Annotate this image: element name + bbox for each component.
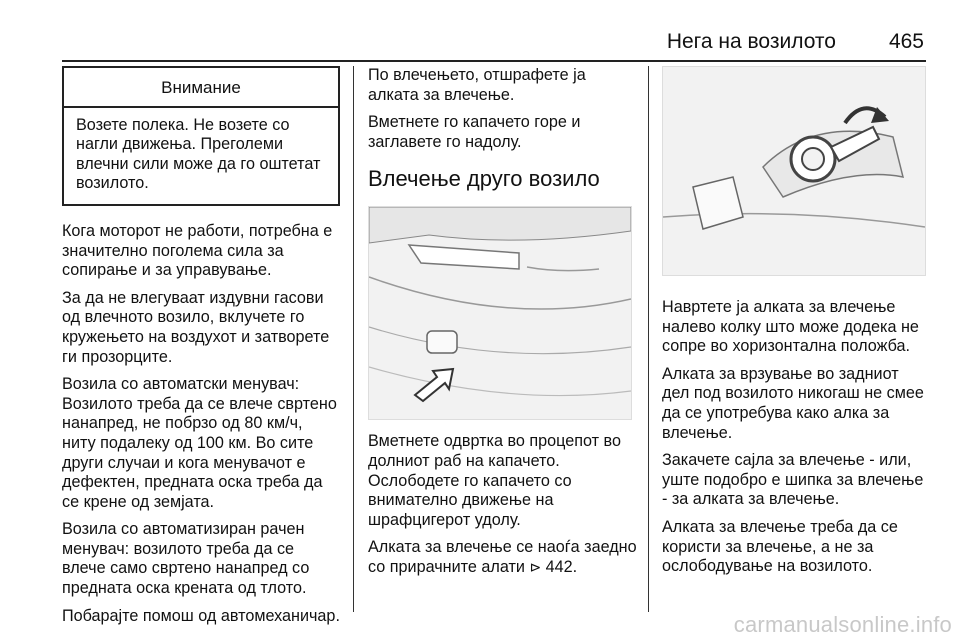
section-heading: Влечење друго возило bbox=[368, 166, 600, 192]
column-3 bbox=[662, 66, 930, 585]
warning-text: Возете полека. Не возете со нагли движења. Преголеми влечни сили може да го оштетат возилото. bbox=[76, 115, 321, 193]
towing-eye-illustration bbox=[662, 66, 926, 276]
rear-bumper-illustration-svg bbox=[369, 207, 631, 419]
paragraph: По влечењето, отшрафете ја алката за влечење. bbox=[368, 66, 586, 104]
paragraph: За да не влегуваат издувни гасови од влечното возило, вклучете го кружењето на воздухот и затворете ги прозорците. bbox=[62, 288, 330, 366]
reference-arrow-icon: ⊳ bbox=[529, 558, 542, 575]
warning-title: Внимание bbox=[64, 68, 338, 108]
paragraph: Кога моторот не работи, потребна е значително поголема сила за сопирање и за управување. bbox=[62, 221, 333, 280]
column-2 bbox=[368, 66, 638, 586]
reference-page: 442. bbox=[545, 557, 578, 576]
rear-bumper-illustration bbox=[368, 206, 632, 420]
paragraph: Навртете ја алката за влечење налево колку што може додека не сопре во хоризонтална положба. bbox=[662, 298, 919, 356]
paragraph: Вметнете одвртка во процепот во долниот раб на капачето. Ослободете го капачето со внимателно движење на шрафцигерот удолу. bbox=[368, 432, 621, 529]
page-header bbox=[62, 20, 926, 62]
paragraph: Возила со автоматски менувач: Возилото треба да се влече свртено нанапред, не побрзо од 80 км/ч, ниту подалеку од 100 км. Во сите други случаи и кога менувачот е дефектен, предната оска треба да се крене од земјата. bbox=[62, 375, 337, 511]
paragraph: Алката за врзување во задниот дел под возилото никогаш не смее да се употребува како алка за влечење. bbox=[662, 364, 924, 442]
towing-eye-illustration-svg bbox=[663, 67, 925, 275]
reference-paragraph bbox=[368, 538, 638, 577]
paragraph: Побарајте помош од автомеханичар. bbox=[62, 606, 340, 625]
column-divider bbox=[353, 66, 354, 612]
page-number: 465 bbox=[888, 30, 924, 53]
paragraph: Алката за влечење треба да се користи за влечење, а не за ослободување на возилото. bbox=[662, 517, 898, 576]
watermark: carmanualsonline.info bbox=[733, 612, 952, 637]
paragraph: Закачете сајла за влечење - или, уште подобро е шипка за влечење - за алката за влечење. bbox=[662, 451, 924, 509]
section-title: Нега на возилото bbox=[666, 30, 836, 53]
warning-box bbox=[62, 66, 340, 206]
paragraph: Возила со автоматизиран рачен менувач: возилото треба да се влече само свртено нанапред со предната оска кренатa од тлото. bbox=[62, 520, 310, 598]
column-1 bbox=[62, 66, 340, 634]
column-divider bbox=[648, 66, 649, 612]
paragraph: Вметнете го капачето горе и заглавете го надолу. bbox=[368, 113, 581, 151]
reference-text: Алката за влечење се наоѓа заедно со прирачните алати bbox=[368, 538, 637, 576]
